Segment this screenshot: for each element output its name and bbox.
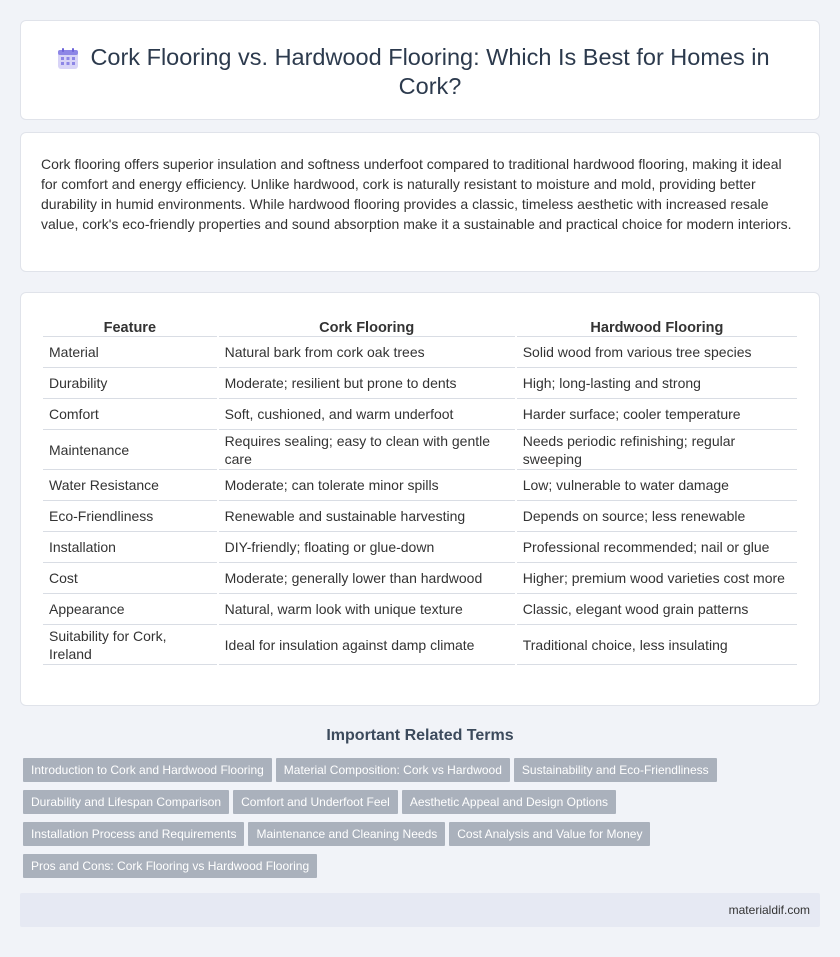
hardwood-cell: Classic, elegant wood grain patterns (517, 594, 797, 625)
hardwood-cell: Solid wood from various tree species (517, 337, 797, 368)
hardwood-cell: Professional recommended; nail or glue (517, 532, 797, 563)
comparison-card (20, 292, 820, 706)
related-term-tag[interactable]: Material Composition: Cork vs Hardwood (276, 758, 510, 782)
table-row (43, 563, 797, 594)
cork-cell: Requires sealing; easy to clean with gentle care (219, 430, 515, 470)
hardwood-cell: Harder surface; cooler temperature (517, 399, 797, 430)
hardwood-cell: Traditional choice, less insulating (517, 625, 797, 665)
table-header-row (43, 315, 797, 337)
related-terms-list (23, 758, 803, 886)
related-term-tag[interactable]: Cost Analysis and Value for Money (449, 822, 650, 846)
table-row (43, 470, 797, 501)
table-row (43, 594, 797, 625)
cork-cell: Moderate; resilient but prone to dents (219, 368, 515, 399)
cork-cell: Soft, cushioned, and warm underfoot (219, 399, 515, 430)
table-row (43, 399, 797, 430)
page-title: Cork Flooring vs. Hardwood Flooring: Which Is Best for Homes in Cork? (90, 44, 770, 99)
cork-cell: DIY-friendly; floating or glue-down (219, 532, 515, 563)
cork-cell: Moderate; generally lower than hardwood (219, 563, 515, 594)
table-row (43, 625, 797, 665)
feature-cell: Installation (43, 532, 217, 563)
feature-cell: Cost (43, 563, 217, 594)
hardwood-cell: Depends on source; less renewable (517, 501, 797, 532)
cork-cell: Natural bark from cork oak trees (219, 337, 515, 368)
related-term-tag[interactable]: Comfort and Underfoot Feel (233, 790, 398, 814)
cork-cell: Moderate; can tolerate minor spills (219, 470, 515, 501)
feature-cell: Water Resistance (43, 470, 217, 501)
footer-site-link[interactable]: materialdif.com (728, 903, 810, 917)
hardwood-cell: Higher; premium wood varieties cost more (517, 563, 797, 594)
related-term-tag[interactable]: Introduction to Cork and Hardwood Flooring (23, 758, 272, 782)
related-term-tag[interactable]: Durability and Lifespan Comparison (23, 790, 229, 814)
table-header-cork: Cork Flooring (219, 315, 515, 337)
table-header-hardwood: Hardwood Flooring (517, 315, 797, 337)
hardwood-cell: High; long-lasting and strong (517, 368, 797, 399)
footer (20, 893, 820, 927)
related-term-tag[interactable]: Sustainability and Eco-Friendliness (514, 758, 717, 782)
table-row (43, 430, 797, 470)
related-term-tag[interactable]: Installation Process and Requirements (23, 822, 244, 846)
feature-cell: Durability (43, 368, 217, 399)
table-row (43, 368, 797, 399)
related-terms-heading: Important Related Terms (326, 727, 514, 744)
feature-cell: Maintenance (43, 430, 217, 470)
feature-cell: Comfort (43, 399, 217, 430)
feature-cell: Eco-Friendliness (43, 501, 217, 532)
hardwood-cell: Needs periodic refinishing; regular sweeping (517, 430, 797, 470)
feature-cell: Appearance (43, 594, 217, 625)
cork-cell: Ideal for insulation against damp climate (219, 625, 515, 665)
table-row (43, 501, 797, 532)
cork-cell: Natural, warm look with unique texture (219, 594, 515, 625)
feature-cell: Material (43, 337, 217, 368)
header-card (20, 20, 820, 120)
table-row (43, 337, 797, 368)
comparison-table (41, 315, 799, 665)
intro-card (20, 132, 820, 272)
table-header-feature: Feature (43, 315, 217, 337)
intro-paragraph: Cork flooring offers superior insulation and softness underfoot compared to traditional hardwood flooring, making it ideal for comfort and energy efficiency. Unlike hardwood, cork is naturally resistant to moisture and mold, providing better durability in humid environments. While hardwood flooring provides a classic, timeless aesthetic with increased resale value, cork's eco-friendly properties and sound absorption make it a sustainable and practical choice for modern interiors. (41, 156, 792, 232)
hardwood-cell: Low; vulnerable to water damage (517, 470, 797, 501)
feature-cell: Suitability for Cork, Ireland (43, 625, 217, 665)
table-row (43, 532, 797, 563)
related-term-tag[interactable]: Pros and Cons: Cork Flooring vs Hardwood Flooring (23, 854, 317, 878)
related-term-tag[interactable]: Aesthetic Appeal and Design Options (402, 790, 616, 814)
cork-cell: Renewable and sustainable harvesting (219, 501, 515, 532)
related-term-tag[interactable]: Maintenance and Cleaning Needs (248, 822, 445, 846)
